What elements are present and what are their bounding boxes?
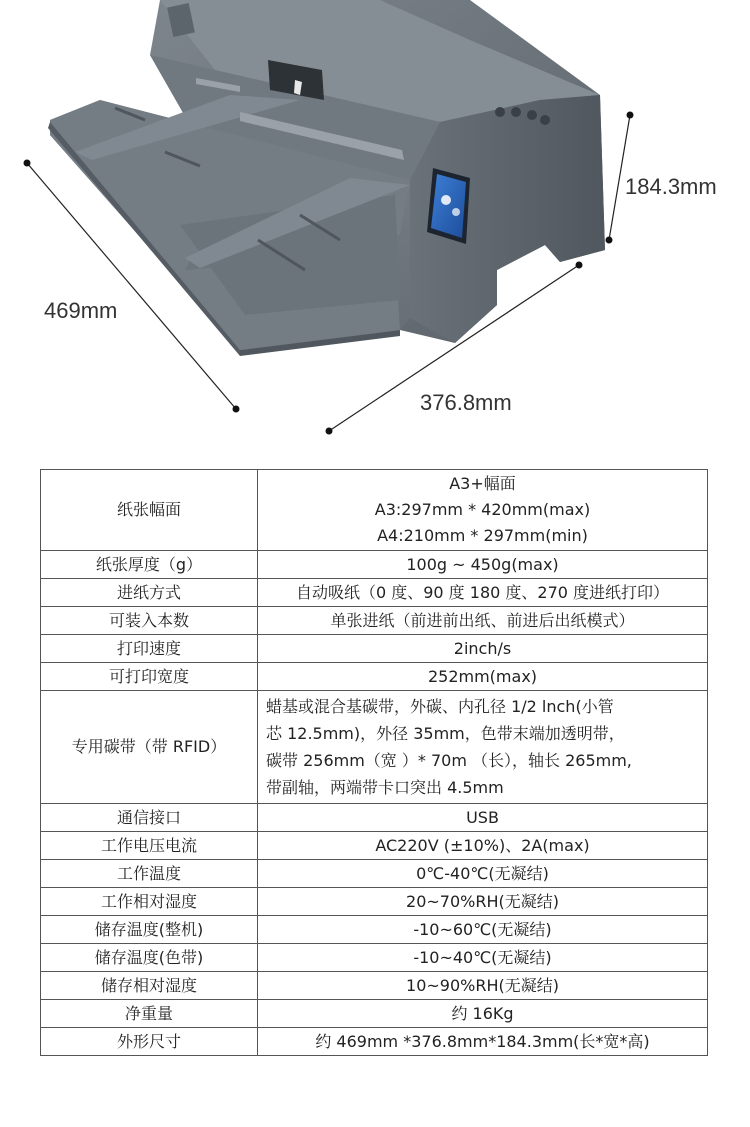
table-row bbox=[41, 916, 708, 944]
spec-value-line: A3:297mm * 420mm(max) bbox=[374, 500, 591, 519]
spec-label: 专用碳带（带 RFID） bbox=[41, 691, 258, 804]
spec-value-line: 蜡基或混合基碳带，外碳、内孔径 1/2 lnch(小管 bbox=[266, 697, 614, 716]
table-row bbox=[41, 470, 708, 551]
spec-value: AC220V (±10%)、2A(max) bbox=[258, 832, 708, 860]
spec-label: 可打印宽度 bbox=[41, 663, 258, 691]
spec-label: 储存相对湿度 bbox=[41, 972, 258, 1000]
spec-value-line: 芯 12.5mm)，外径 35mm，色带末端加透明带， bbox=[266, 724, 625, 743]
spec-label: 打印速度 bbox=[41, 635, 258, 663]
spec-value: 252mm(max) bbox=[258, 663, 708, 691]
spec-value-line: A4:210mm * 297mm(min) bbox=[377, 526, 588, 545]
spec-label: 净重量 bbox=[41, 1000, 258, 1028]
spec-value bbox=[258, 691, 708, 804]
spec-value: 100g ~ 450g(max) bbox=[258, 551, 708, 579]
table-row bbox=[41, 944, 708, 972]
dimension-height-label: 184.3mm bbox=[625, 174, 717, 199]
printer-product-photo bbox=[0, 0, 750, 450]
table-row bbox=[41, 691, 708, 804]
spec-value-line: 碳带 256mm（宽 ）* 70m （长），轴长 265mm, bbox=[266, 751, 632, 770]
spec-value: 自动吸纸（0 度、90 度 180 度、270 度进纸打印） bbox=[258, 579, 708, 607]
table-row bbox=[41, 607, 708, 635]
spec-label: 储存温度(整机) bbox=[41, 916, 258, 944]
spec-label: 进纸方式 bbox=[41, 579, 258, 607]
spec-value: USB bbox=[258, 804, 708, 832]
spec-label: 可装入本数 bbox=[41, 607, 258, 635]
spec-label: 储存温度(色带) bbox=[41, 944, 258, 972]
spec-value: -10~40℃(无凝结) bbox=[258, 944, 708, 972]
spec-value: 单张进纸（前进前出纸、前进后出纸模式） bbox=[258, 607, 708, 635]
table-row bbox=[41, 972, 708, 1000]
spec-value: 约 469mm *376.8mm*184.3mm(长*宽*高) bbox=[258, 1028, 708, 1056]
table-row bbox=[41, 804, 708, 832]
spec-table bbox=[40, 469, 708, 1056]
spec-value bbox=[258, 470, 708, 551]
table-row bbox=[41, 860, 708, 888]
touch-screen bbox=[427, 168, 470, 244]
table-row bbox=[41, 1000, 708, 1028]
spec-label: 外形尺寸 bbox=[41, 1028, 258, 1056]
spec-value: 0℃-40℃(无凝结) bbox=[258, 860, 708, 888]
table-row bbox=[41, 635, 708, 663]
dimension-width-label: 376.8mm bbox=[420, 390, 512, 415]
spec-label: 工作温度 bbox=[41, 860, 258, 888]
table-row bbox=[41, 551, 708, 579]
spec-value-line: A3+幅面 bbox=[449, 474, 516, 493]
spec-value: 20~70%RH(无凝结) bbox=[258, 888, 708, 916]
spec-value: 约 16Kg bbox=[258, 1000, 708, 1028]
spec-label: 纸张幅面 bbox=[41, 470, 258, 551]
spec-label: 纸张厚度（g） bbox=[41, 551, 258, 579]
spec-label: 通信接口 bbox=[41, 804, 258, 832]
spec-value: 10~90%RH(无凝结) bbox=[258, 972, 708, 1000]
table-row bbox=[41, 579, 708, 607]
table-row bbox=[41, 832, 708, 860]
spec-label: 工作电压电流 bbox=[41, 832, 258, 860]
table-row bbox=[41, 888, 708, 916]
table-row bbox=[41, 1028, 708, 1056]
spec-label: 工作相对湿度 bbox=[41, 888, 258, 916]
spec-value-line: 带副轴，两端带卡口突出 4.5mm bbox=[266, 778, 504, 797]
spec-value: -10~60℃(无凝结) bbox=[258, 916, 708, 944]
dimension-length-label: 469mm bbox=[44, 298, 118, 323]
spec-value: 2inch/s bbox=[258, 635, 708, 663]
table-row bbox=[41, 663, 708, 691]
